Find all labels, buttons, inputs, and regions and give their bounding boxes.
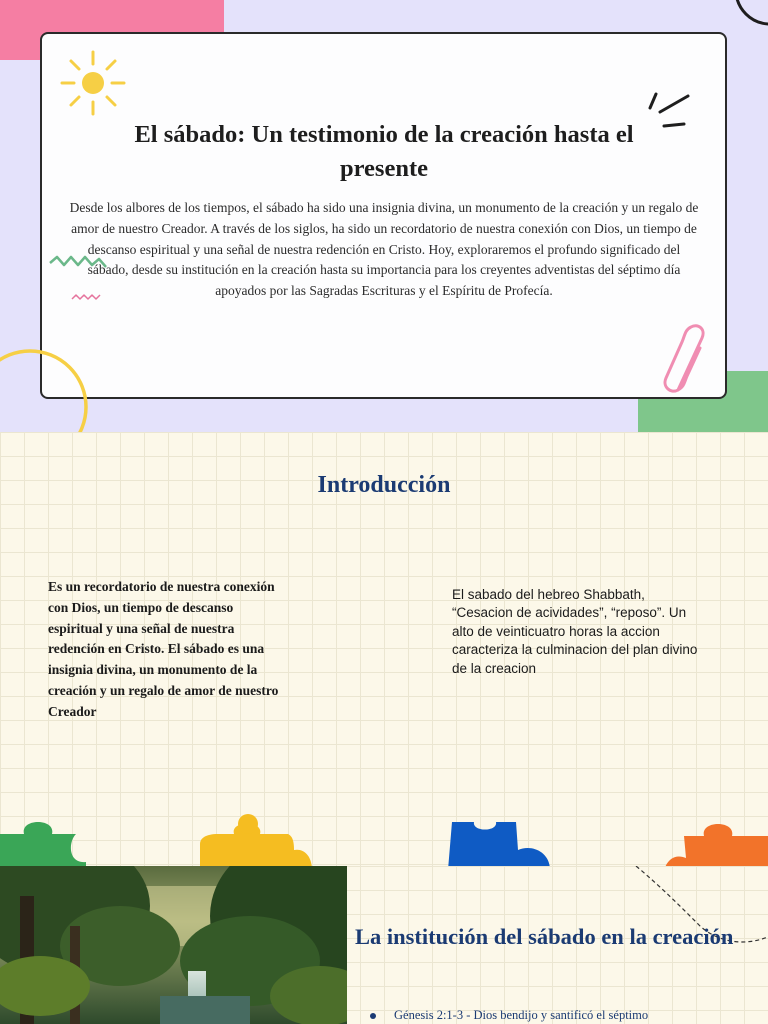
title-slide bbox=[0, 0, 768, 432]
slide-intro-paragraph: Desde los albores de los tiempos, el sábado ha sido una insignia divina, un monumento de la creación y un regalo de amor de nuestro Creador. A través de los siglos, ha sido un recordatorio de nuestra conexión con Dios, un tiempo de descanso espiritual y una señal de nuestra redención en Cristo. Hoy, exploraremos el profundo significado del sábado, desde su institución en la creación hasta su importancia para los creyentes adventistas del séptimo día apoyados por las Sagradas Escrituras y el Espíritu de Profecía. bbox=[69, 200, 699, 299]
introduction-heading: Introducción bbox=[317, 472, 451, 498]
forest-waterfall-image bbox=[0, 866, 347, 1024]
sun-icon bbox=[58, 48, 128, 118]
introduction-slide bbox=[0, 432, 768, 866]
bullet-icon bbox=[370, 1013, 376, 1019]
introduction-right-text: El sabado del hebreo Shabbath, “Cesacion de acividades”, “reposo”. Un alto de veinticuatro horas la accion caracteriza la culminacion del plan divino de la creacion bbox=[452, 587, 698, 676]
orange-puzzle-piece-icon bbox=[664, 814, 768, 866]
slide-title: El sábado: Un testimonio de la creación hasta el presente bbox=[134, 121, 634, 182]
list-item-text: Génesis 2:1-3 - Dios bendijo y santificó el séptimo bbox=[394, 1008, 649, 1022]
scripture-bullet-list bbox=[370, 1008, 750, 1023]
list-item bbox=[370, 1008, 750, 1023]
institution-heading: La institución del sábado en la creación bbox=[355, 924, 734, 949]
blue-puzzle-piece-icon bbox=[444, 814, 554, 866]
institution-slide bbox=[0, 866, 768, 1024]
yellow-puzzle-piece-icon bbox=[196, 814, 316, 866]
introduction-left-text: Es un recordatorio de nuestra conexión con Dios, un tiempo de descanso espiritual y una señal de nuestra redención en Cristo. El sábado es una insignia divina, un monumento de la creación y un regalo de amor de nuestro Creador bbox=[48, 579, 279, 719]
green-puzzle-piece-icon bbox=[0, 814, 92, 866]
yellow-circle-outline-icon bbox=[0, 345, 95, 432]
paperclip-icon bbox=[658, 320, 718, 400]
circle-outline-icon bbox=[730, 0, 768, 40]
